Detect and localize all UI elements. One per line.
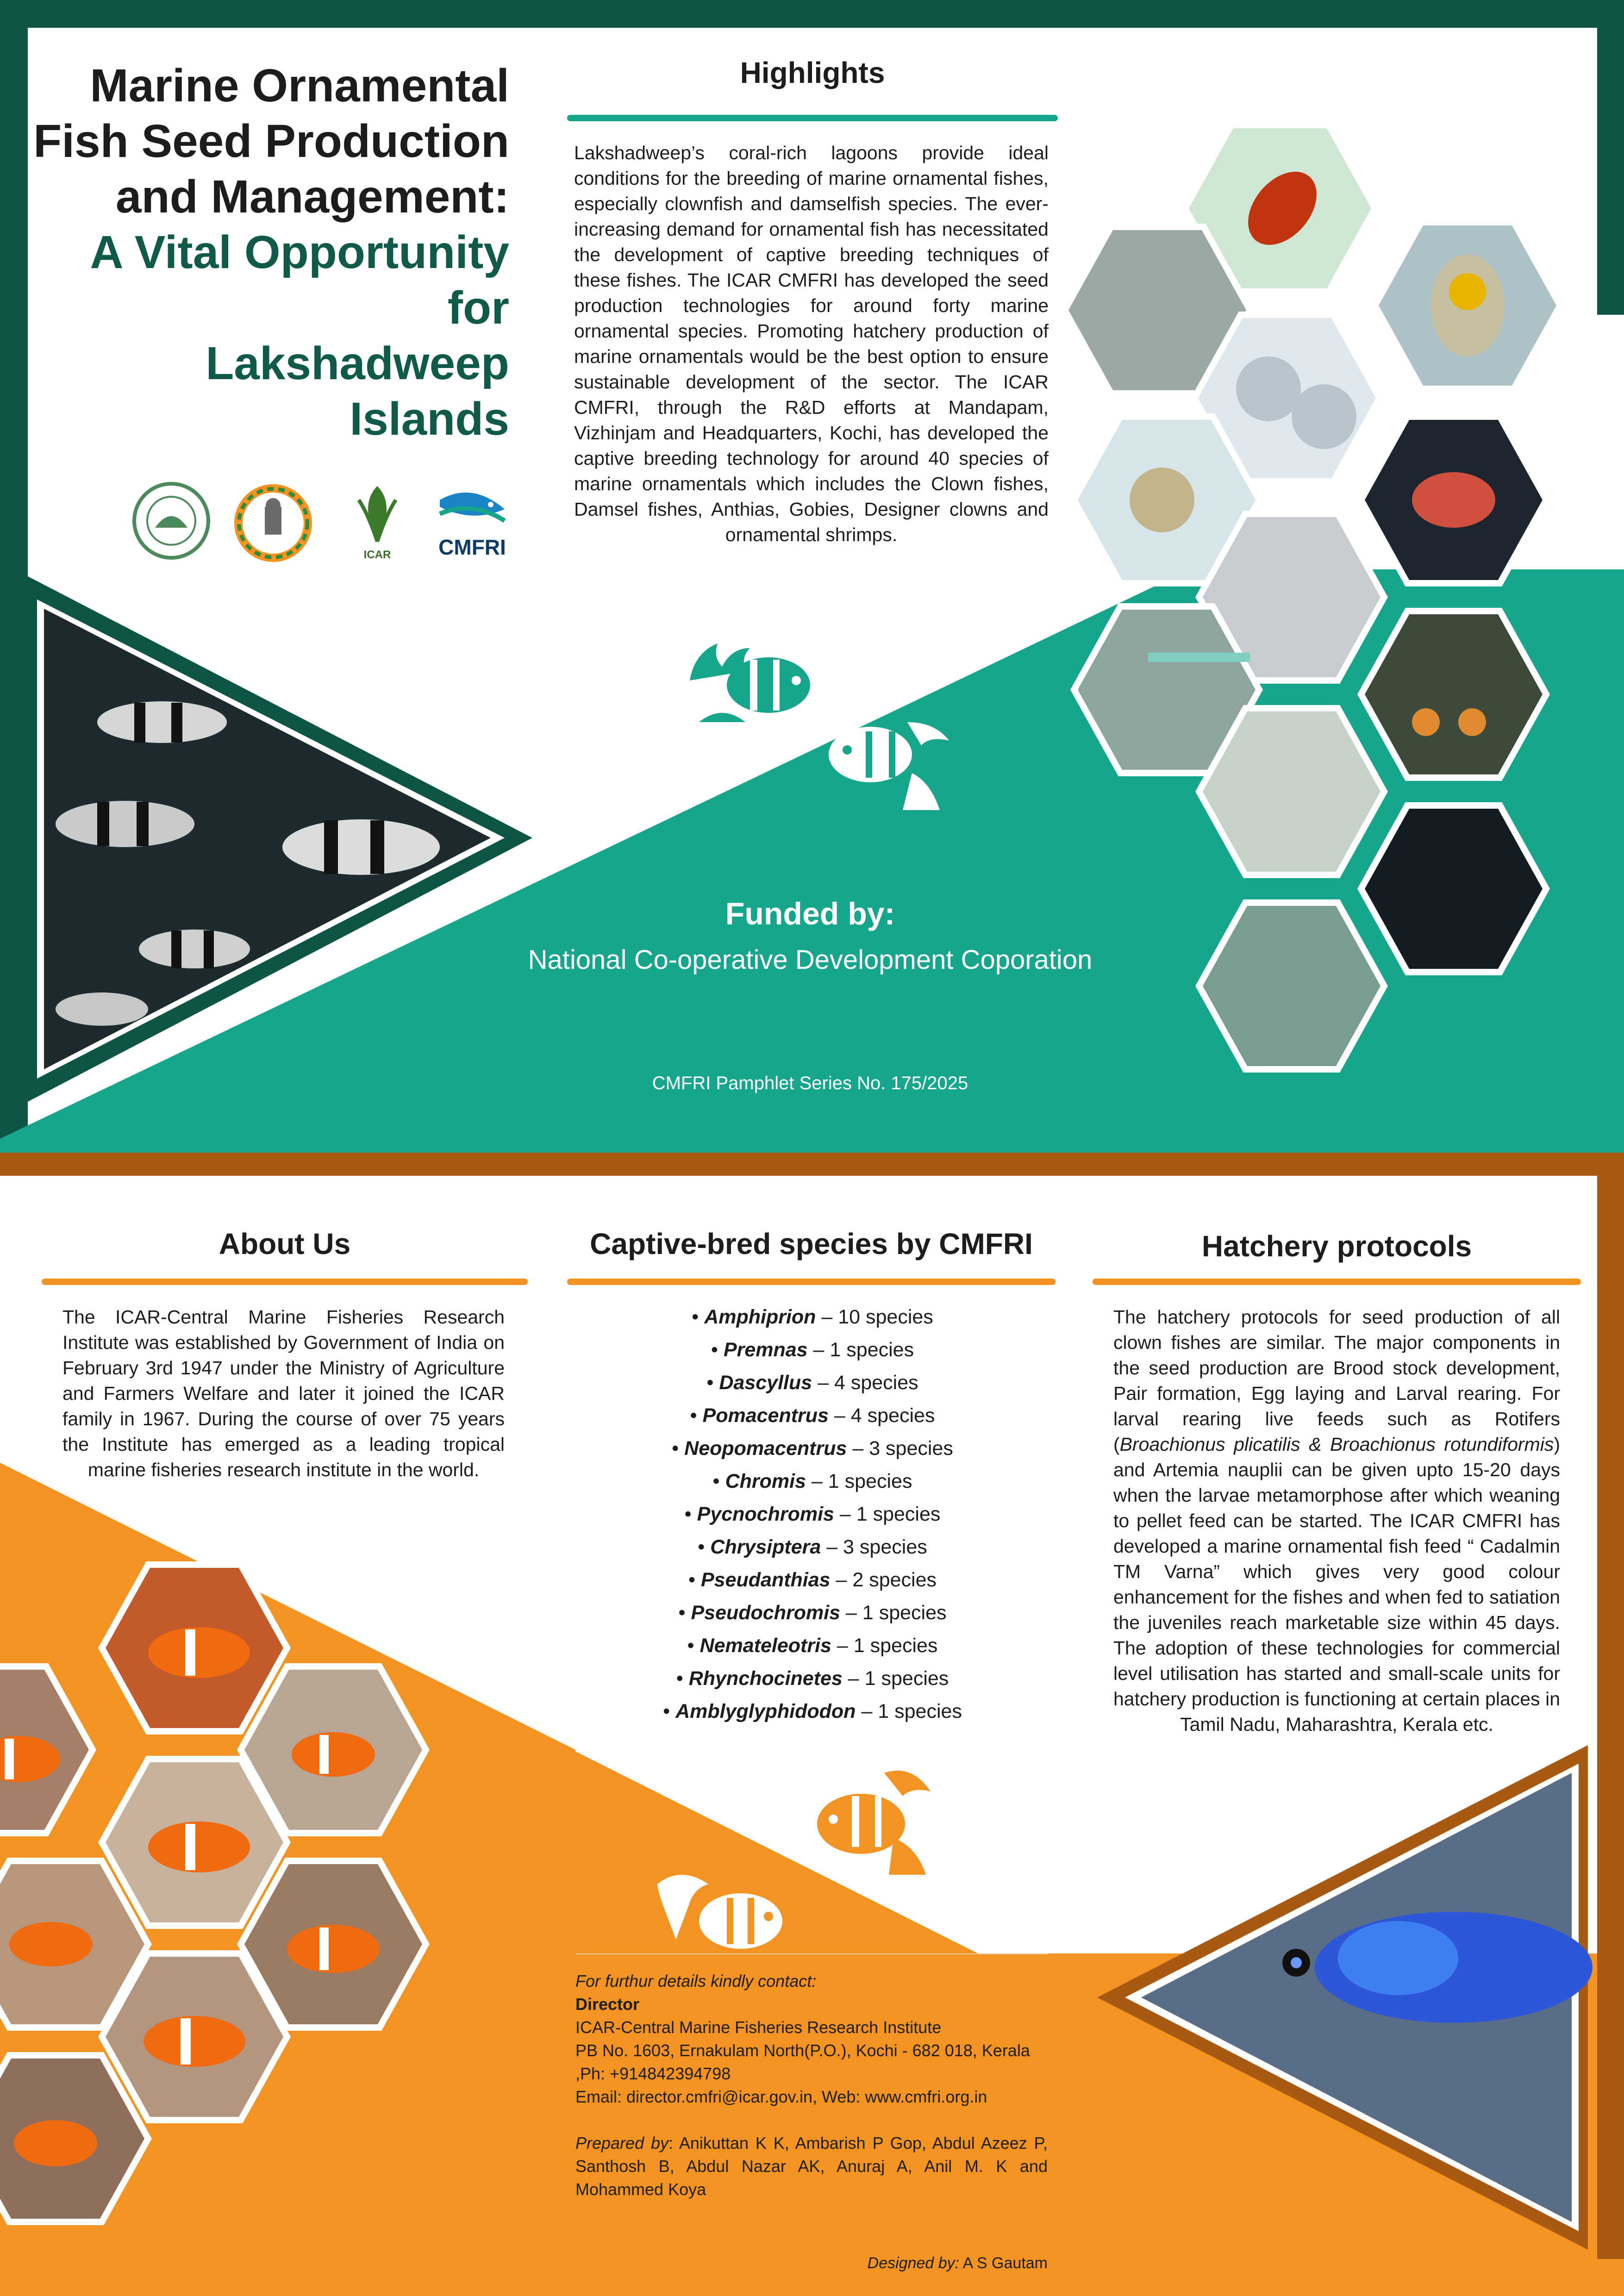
species-count: – 1 species	[842, 1667, 949, 1690]
species-genus: Pseudanthias	[700, 1569, 831, 1591]
fish-anemone-icon	[681, 616, 829, 736]
list-item: • Rhynchocinetes – 1 species	[676, 1667, 949, 1690]
hatchery-text-b: ) and Artemia nauplii can be given upto 15-20 days when the larvae metamorphose after which weaning to pellet feed can be started. The ICAR CMFRI has developed a marine ornamental fish feed “ Cadalmin TM Varna” which gives very good colour enhancement for the fishes and when fed to satiation the juveniles reach marketable size within 45 days. The adoption of these technologies for commercial level utilisation has started and small-scale units for hatchery production is functioning at certain places in Tamil Nadu, Maharashtra, Kerala etc.	[1113, 1434, 1560, 1735]
list-item: • Neopomacentrus – 3 species	[672, 1437, 953, 1460]
title-line: Fish Seed Production	[33, 115, 509, 167]
species-count: – 1 species	[806, 1470, 912, 1492]
species-count: – 1 species	[807, 1339, 914, 1361]
cmfri-logo	[433, 481, 512, 565]
icar-label: ICAR	[363, 549, 391, 561]
species-count: – 3 species	[847, 1437, 953, 1460]
species-genus: Premnas	[723, 1339, 808, 1361]
title-line-green: A Vital Opportunity	[90, 226, 509, 278]
title-line-green: for	[447, 282, 509, 334]
clownfish-hexagon-collage	[0, 1560, 468, 2296]
list-item: • Nemateleotris – 1 species	[687, 1635, 938, 1657]
contact-email-web: Email: director.cmfri@icar.gov.in, Web: www.cmfri.org.in	[575, 2087, 987, 2106]
funded-org: National Co-operative Development Coporation	[528, 945, 1093, 975]
species-list	[569, 1301, 1056, 1728]
species-genus: Pycnochromis	[697, 1503, 834, 1525]
contact-address: PB No. 1603, Ernakulam North(P.O.), Kochi - 682 018, Kerala	[575, 2041, 1030, 2060]
species-genus: Chromis	[725, 1470, 806, 1492]
title-line-green: Lakshadweep	[206, 337, 509, 389]
about-heading: About Us	[219, 1227, 351, 1260]
list-item: • Pseudochromis – 1 species	[678, 1602, 947, 1624]
hatchery-text-a: The hatchery protocols for seed production of all clown fishes are similar. The major components in the seed production are Brood stock development, Pair formation, Egg laying and Larval rearing. For larval rearing live feeds such as Rotifers (	[1113, 1306, 1560, 1455]
highlights-text: Lakshadweep’s coral-rich lagoons provide ideal conditions for the breeding of marine ornamental fishes, especially clownfish and damselfish species. The ever-increasing demand for ornamental fish has necessitated the development of captive breeding techniques of these fishes. The ICAR CMFRI has developed the seed production technologies for around forty marine ornamental species. Promoting hatchery production of marine ornamentals would be the best option to ensure sustainable development of the sector. The ICAR CMFRI, through the R&D efforts at Mandapam, Vizhinjam and Headquarters, Kochi, has developed the captive breeding technology for around 40 species of marine ornamentals which includes the Clown fishes, Damsel fishes, Anthias, Gobies, Designer clowns and ornamental shrimps.	[574, 142, 1049, 545]
prepared-names: : Anikuttan K K, Ambarish P Gop, Abdul Azeez P, Santhosh B, Abdul Nazar AK, Anuraj A, Anil M. K and Mohammed Koya	[575, 2134, 1048, 2199]
about-text: The ICAR-Central Marine Fisheries Research Institute was established by Government of India on February 3rd 1947 under the Ministry of Agriculture and Farmers Welfare and later it joined the ICAR family in 1967. During the course of over 75 years the Institute has emerged as a leading tropical marine fisheries research institute in the world.	[62, 1306, 505, 1480]
contact-phone: ,Ph: +914842394798	[575, 2064, 731, 2083]
list-item: • Pseudanthias – 2 species	[688, 1569, 937, 1591]
prepared-label: Prepared by	[575, 2134, 668, 2152]
hatchery-rule	[1093, 1279, 1581, 1285]
fish-anemone-icon-2	[819, 704, 958, 819]
highlights-heading: Highlights	[740, 56, 885, 89]
list-item: • Dascyllus – 4 species	[706, 1372, 918, 1394]
pamphlet-series: CMFRI Pamphlet Series No. 175/2025	[652, 1073, 968, 1093]
list-item: • Pomacentrus – 4 species	[690, 1404, 935, 1427]
designed-by	[575, 2254, 1048, 2272]
icar-logo	[345, 481, 410, 565]
species-heading: Captive-bred species by CMFRI	[590, 1227, 1033, 1260]
cmfri-label: CMFRI	[438, 535, 506, 559]
hatchery-heading: Hatchery protocols	[1201, 1229, 1472, 1263]
title-line-green: Islands	[350, 393, 509, 445]
fish-logo-icon	[435, 481, 509, 532]
species-genus: Dascyllus	[719, 1372, 812, 1394]
title-line: and Management:	[115, 171, 509, 223]
species-count: – 1 species	[831, 1635, 938, 1657]
species-count: – 1 species	[856, 1700, 962, 1722]
species-count: – 4 species	[812, 1372, 918, 1394]
species-genus: Pomacentrus	[702, 1404, 829, 1427]
hatchery-species-names: Broachionus plicatilis & Broachionus rotundiformis	[1119, 1434, 1554, 1455]
fish-anemone-icon-3	[801, 1759, 940, 1879]
species-count: – 1 species	[840, 1602, 947, 1624]
hex-culture-photo	[1361, 611, 1546, 778]
list-item: • Chromis – 1 species	[712, 1470, 912, 1492]
fish-anemone-icon-4	[648, 1861, 787, 1977]
contact-org: ICAR-Central Marine Fisheries Research Institute	[575, 2018, 942, 2037]
university-seal-logo	[132, 481, 211, 560]
list-item: • Amblyglyphidodon – 1 species	[663, 1700, 962, 1722]
title-line: Marine Ornamental	[90, 60, 509, 112]
hex-plankton-photo	[1361, 805, 1546, 972]
species-genus: Rhynchocinetes	[688, 1667, 843, 1690]
highlights-rule	[567, 115, 1058, 121]
prepared-by	[575, 2132, 1048, 2201]
wheat-icon	[350, 481, 405, 546]
about-rule	[42, 1279, 528, 1285]
cover-title	[28, 58, 509, 447]
species-genus: Chrysiptera	[710, 1536, 821, 1558]
ashoka-emblem-logo	[231, 481, 315, 565]
list-item: • Premnas – 1 species	[711, 1339, 914, 1361]
species-count: – 1 species	[834, 1503, 941, 1525]
contact-intro: For furthur details kindly contact:	[575, 1972, 817, 1990]
species-count: – 10 species	[816, 1306, 933, 1328]
species-genus: Nemateleotris	[700, 1635, 831, 1657]
species-genus: Amphiprion	[704, 1306, 816, 1328]
species-genus: Pseudochromis	[691, 1602, 841, 1624]
list-item: • Pycnochromis – 1 species	[684, 1503, 941, 1525]
species-count: – 2 species	[830, 1569, 937, 1591]
species-count: – 4 species	[828, 1404, 935, 1427]
species-genus: Neopomacentrus	[684, 1437, 847, 1460]
list-item: • Chrysiptera – 3 species	[698, 1536, 927, 1558]
contact-divider	[575, 1953, 1048, 1954]
species-rule	[567, 1279, 1056, 1285]
partner-logos	[132, 481, 512, 569]
funded-heading: Funded by:	[725, 896, 895, 931]
list-item: • Amphiprion – 10 species	[692, 1306, 933, 1328]
hex-aquaria-photo	[1199, 903, 1384, 1069]
designed-name: A S Gautam	[959, 2254, 1048, 2272]
contact-role: Director	[575, 1995, 640, 2014]
designed-label: Designed by:	[867, 2254, 960, 2272]
hatchery-text	[1113, 1304, 1560, 1737]
species-count: – 3 species	[821, 1536, 927, 1558]
species-genus: Amblyglyphidodon	[675, 1700, 856, 1722]
contact-block	[575, 1970, 1048, 2109]
